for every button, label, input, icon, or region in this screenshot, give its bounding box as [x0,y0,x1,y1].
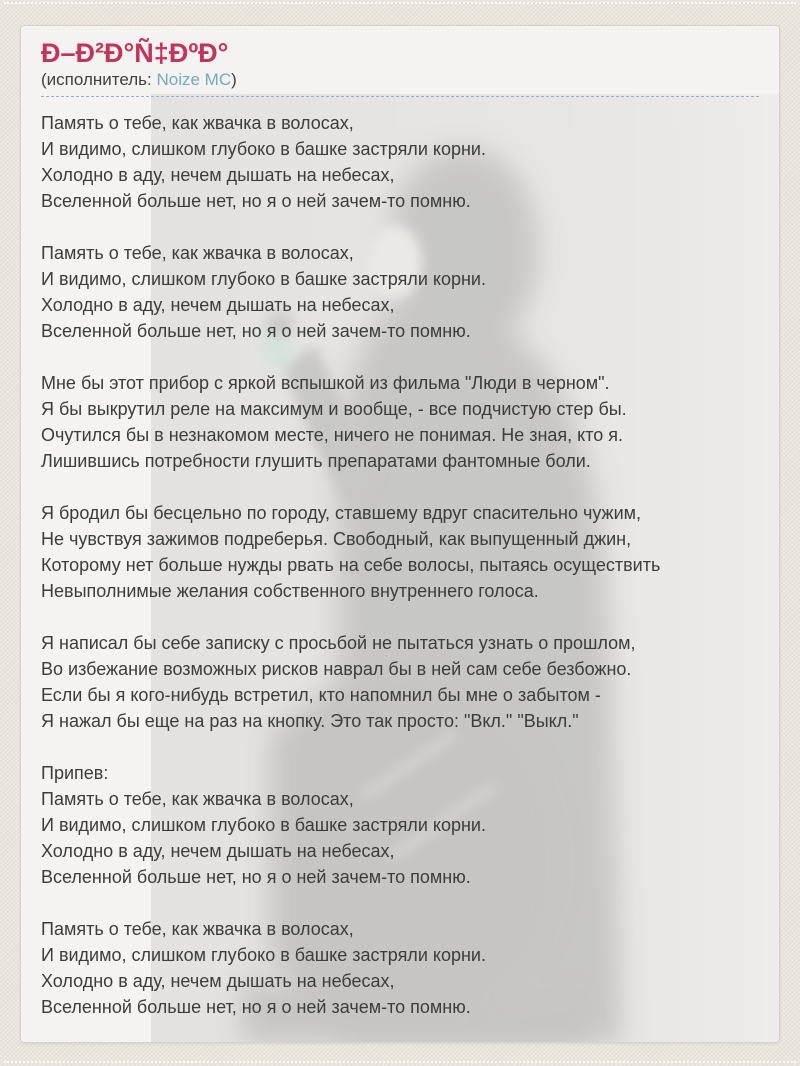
stanza: Я написал бы себе записку с просьбой не пытаться узнать о прошлом, Во избежание возможных рисков наврал бы в ней сам себе безбожно. Если бы я кого-нибудь встретил, кто напомнил бы мне о забытом - Я нажал бы еще на раз на кнопку. Это так просто: "Вкл." "Выкл." [41,633,636,731]
lyrics-card [20,25,780,1043]
dashed-separator [41,96,759,97]
page-title: Ð–Ð²Ð°Ñ‡ÐºÐ° [41,38,229,68]
stanza: Припев: Память о тебе, как жвачка в волосах, И видимо, слишком глубоко в башке застряли корни. Холодно в аду, нечем дышать на небесах, Вселенной больше нет, но я о ней зачем-то помню. [41,763,486,887]
artist-label-prefix: (исполнитель: [41,70,157,89]
stanza: Мне бы этот прибор с яркой вспышкой из фильма "Люди в черном". Я бы выкрутил реле на максимум и вообще, - все подчистую стер бы. Очутился бы в незнакомом месте, ничего не понимая. Не зная, кто я. Лишившись потребности глушить препаратами фантомные боли. [41,373,627,471]
stanza: Я бродил бы бесцельно по городу, ставшему вдруг спасительно чужим, Не чувствуя зажимов подреберья. Свободный, как выпущенный джин, Которому нет больше нужды рвать на себе волосы, пытаясь осуществить Невыполнимые желания собственного внутреннего голоса. [41,503,661,601]
stanza: Память о тебе, как жвачка в волосах, И видимо, слишком глубоко в башке застряли корни. Холодно в аду, нечем дышать на небесах, Вселенной больше нет, но я о ней зачем-то помню. [41,919,486,1017]
lyrics-text [41,110,759,1020]
lyrics-content [21,26,779,1040]
artist-label-suffix: ) [231,70,237,89]
stanza: Память о тебе, как жвачка в волосах, И видимо, слишком глубоко в башке застряли корни. Холодно в аду, нечем дышать на небесах, Вселенной больше нет, но я о ней зачем-то помню. [41,243,486,341]
artist-line [41,70,759,90]
stanza: Память о тебе, как жвачка в волосах, И видимо, слишком глубоко в башке застряли корни. Холодно в аду, нечем дышать на небесах, Вселенной больше нет, но я о ней зачем-то помню. [41,113,486,211]
artist-link[interactable]: Noize MC [156,70,232,89]
